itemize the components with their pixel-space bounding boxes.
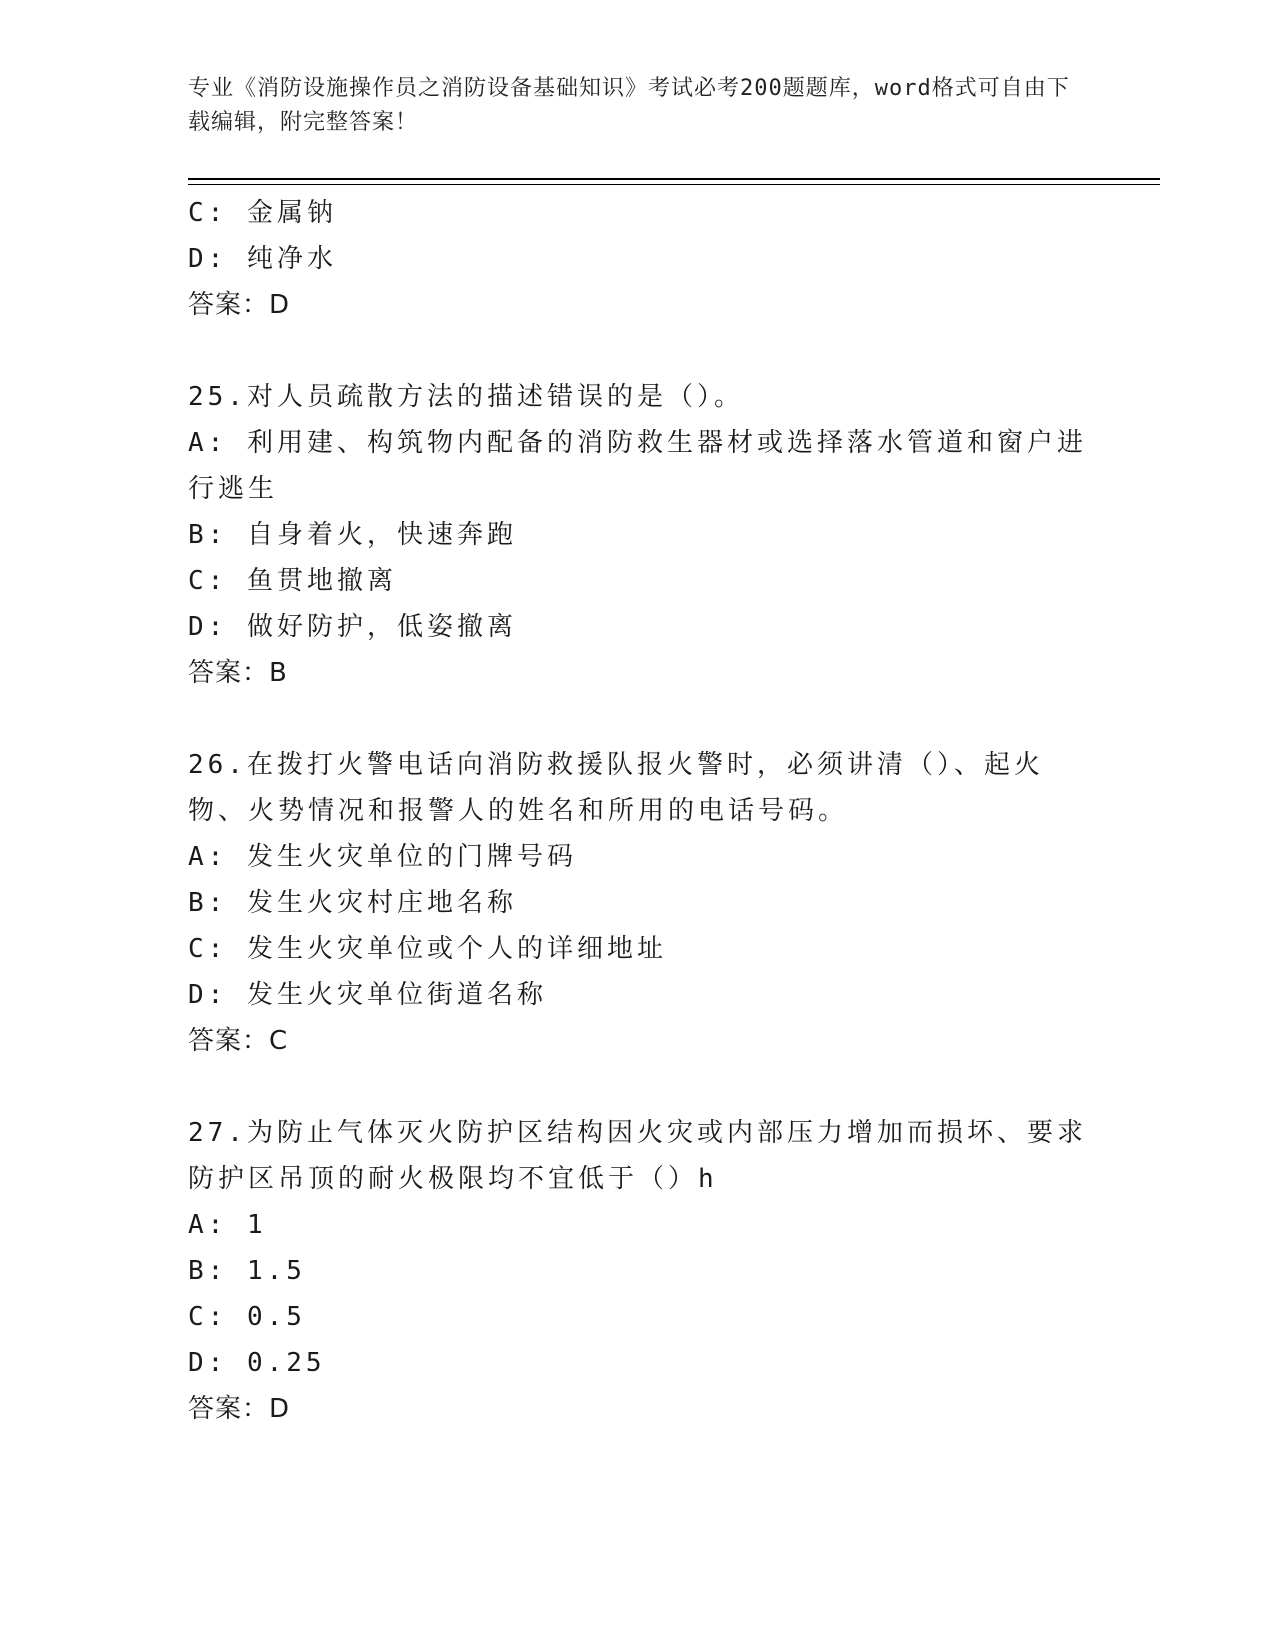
option-a: A: 发生火灾单位的门牌号码 (188, 842, 577, 872)
option-b: B: 1.5 (188, 1256, 306, 1286)
previous-question-tail (188, 190, 1088, 328)
answer-line: 答案：D (188, 1394, 291, 1424)
option-c: C: 鱼贯地撤离 (188, 566, 397, 596)
question-25 (188, 374, 1088, 696)
option-d: D: 发生火灾单位街道名称 (188, 980, 547, 1010)
question-text: 26.在拨打火警电话向消防救援队报火警时，必须讲清（）、起火物、火势情况和报警人的姓名和所用的电话号码。 (188, 750, 1044, 826)
answer-line: 答案：D (188, 290, 291, 320)
header-divider-thin (188, 184, 1160, 185)
document-body (188, 190, 1088, 1432)
option-a: A: 利用建、构筑物内配备的消防救生器材或选择落水管道和窗户进行逃生 (188, 428, 1087, 504)
option-b: B: 发生火灾村庄地名称 (188, 888, 517, 918)
option-c: C: 发生火灾单位或个人的详细地址 (188, 934, 667, 964)
option-c: C: 金属钠 (188, 198, 337, 228)
question-text: 27.为防止气体灭火防护区结构因火灾或内部压力增加而损坏、要求防护区吊顶的耐火极限均不宜低于（）h (188, 1118, 1087, 1194)
option-d: D: 0.25 (188, 1348, 326, 1378)
question-text: 25.对人员疏散方法的描述错误的是（）。 (188, 382, 744, 412)
question-26 (188, 742, 1088, 1064)
option-b: B: 自身着火，快速奔跑 (188, 520, 517, 550)
page-header: 专业《消防设施操作员之消防设备基础知识》考试必考200题题库，word格式可自由下载编辑，附完整答案！ (188, 76, 1070, 135)
answer-line: 答案：C (188, 1026, 289, 1056)
option-d: D: 做好防护，低姿撤离 (188, 612, 517, 642)
option-a: A: 1 (188, 1210, 267, 1240)
header-divider (188, 178, 1160, 180)
answer-line: 答案：B (188, 658, 288, 688)
option-c: C: 0.5 (188, 1302, 306, 1332)
option-d: D: 纯净水 (188, 244, 337, 274)
question-27 (188, 1110, 1088, 1432)
